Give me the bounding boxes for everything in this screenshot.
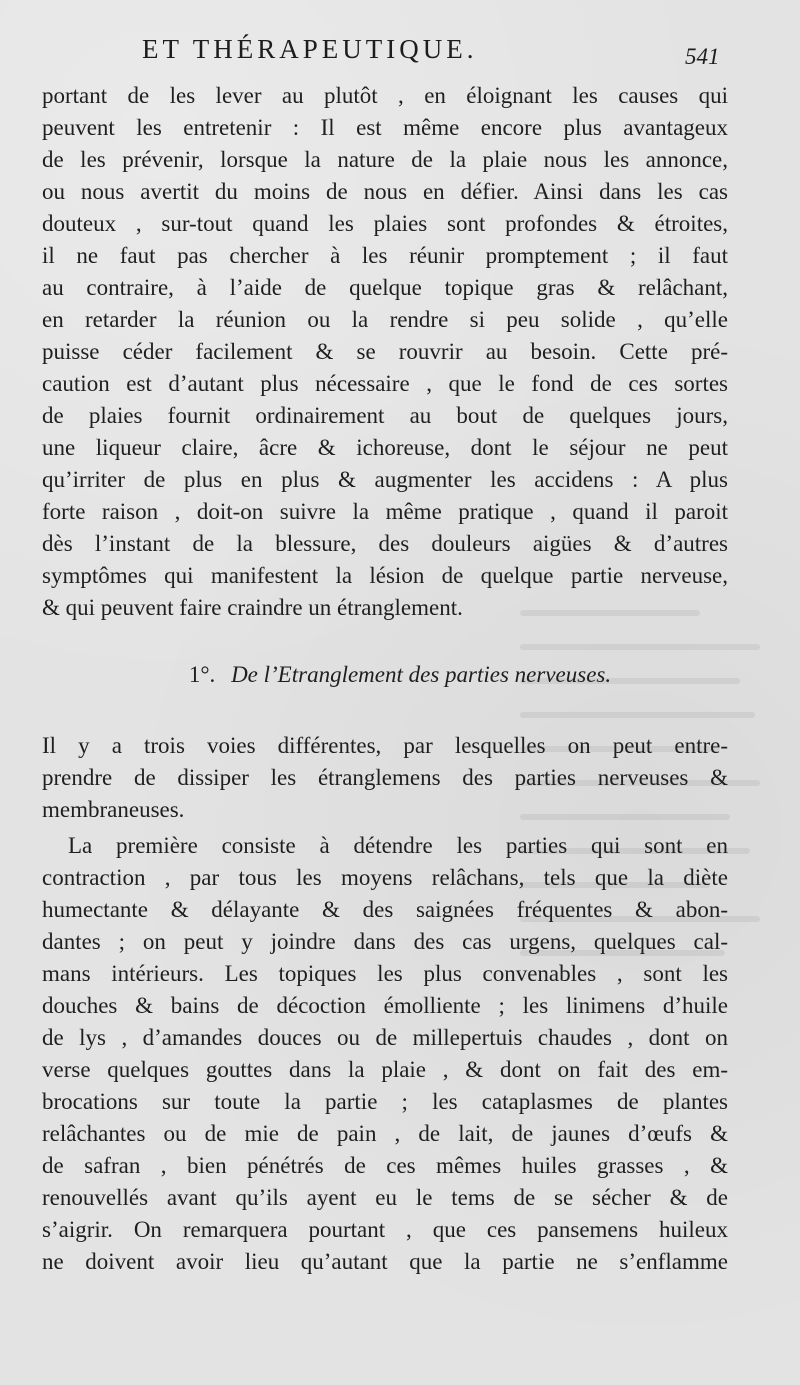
section-number: 1°. <box>188 662 216 687</box>
text-line: membraneuses. <box>42 797 185 822</box>
text-line: dantes ; on peut y joindre dans des cas urgens, quelques cal- <box>42 929 728 954</box>
text-line: s’aigrir. On remarquera pourtant , que ces pansemens huileux <box>42 1217 728 1242</box>
text-line: de les prévenir, lorsque la nature de la plaie nous les annonce, <box>42 147 728 172</box>
text-line: humectante & délayante & des saignées fréquentes & abon- <box>42 897 728 922</box>
text-line: ne doivent avoir lieu qu’autant que la partie ne s’enflamme <box>42 1249 728 1274</box>
text-line: symptômes qui manifestent la lésion de quelque partie nerveuse, <box>42 563 728 588</box>
text-line: renouvellés avant qu’ils ayent eu le tems de se sécher & de <box>42 1185 728 1210</box>
text-line: mans intérieurs. Les topiques les plus convenables , sont les <box>42 961 728 986</box>
text-line: au contraire, à l’aide de quelque topique gras & relâchant, <box>42 275 728 300</box>
section-heading <box>0 662 800 688</box>
text-line: & qui peuvent faire craindre un étranglement. <box>42 595 463 620</box>
text-line: ou nous avertit du moins de nous en défier. Ainsi dans les cas <box>42 179 728 204</box>
text-line: relâchantes ou de mie de pain , de lait, de jaunes d’œufs & <box>42 1121 728 1146</box>
paragraph-intro <box>42 730 728 826</box>
text-line: Il y a trois voies différentes, par lesquelles on peut entre- <box>42 733 728 758</box>
text-line: puisse céder facilement & se rouvrir au besoin. Cette pré- <box>42 339 728 364</box>
text-line: de safran , bien pénétrés de ces mêmes huiles grasses , & <box>42 1153 728 1178</box>
paragraph-first-way <box>42 830 728 1278</box>
text-line: caution est d’autant plus nécessaire , que le fond de ces sortes <box>42 371 728 396</box>
text-line: qu’irriter de plus en plus & augmenter les accidens : A plus <box>42 467 728 492</box>
text-line: forte raison , doit-on suivre la même pratique , quand il paroit <box>42 499 728 524</box>
text-line: verse quelques gouttes dans la plaie , & dont on fait des em- <box>42 1057 728 1082</box>
text-line: douches & bains de décoction émolliente ; les linimens d’huile <box>42 993 728 1018</box>
text-line: en retarder la réunion ou la rendre si peu solide , qu’elle <box>42 307 728 332</box>
text-line: prendre de dissiper les étranglemens des parties nerveuses & <box>42 765 728 790</box>
text-line: portant de les lever au plutôt , en éloignant les causes qui <box>42 83 728 108</box>
text-line: douteux , sur-tout quand les plaies sont profondes & étroites, <box>42 211 728 236</box>
paragraph-continued <box>42 80 728 624</box>
text-line: de lys , d’amandes douces ou de millepertuis chaudes , dont on <box>42 1025 728 1050</box>
running-head: ET THÉRAPEUTIQUE. <box>142 34 478 64</box>
page-header <box>0 20 800 70</box>
section-title: De l’Etranglement des parties nerveuses. <box>231 662 612 687</box>
text-line: de plaies fournit ordinairement au bout de quelques jours, <box>42 403 728 428</box>
text-line: une liqueur claire, âcre & ichoreuse, dont le séjour ne peut <box>42 435 728 460</box>
text-line: La première consiste à détendre les parties qui sont en <box>68 833 728 858</box>
text-line: il ne faut pas chercher à les réunir promptement ; il faut <box>42 243 728 268</box>
text-line: brocations sur toute la partie ; les cataplasmes de plantes <box>42 1089 728 1114</box>
page-number: 541 <box>685 44 720 69</box>
text-line: contraction , par tous les moyens relâchans, tels que la diète <box>42 865 728 890</box>
text-line: peuvent les entretenir : Il est même encore plus avantageux <box>42 115 728 140</box>
text-line: dès l’instant de la blessure, des douleurs aigües & d’autres <box>42 531 728 556</box>
